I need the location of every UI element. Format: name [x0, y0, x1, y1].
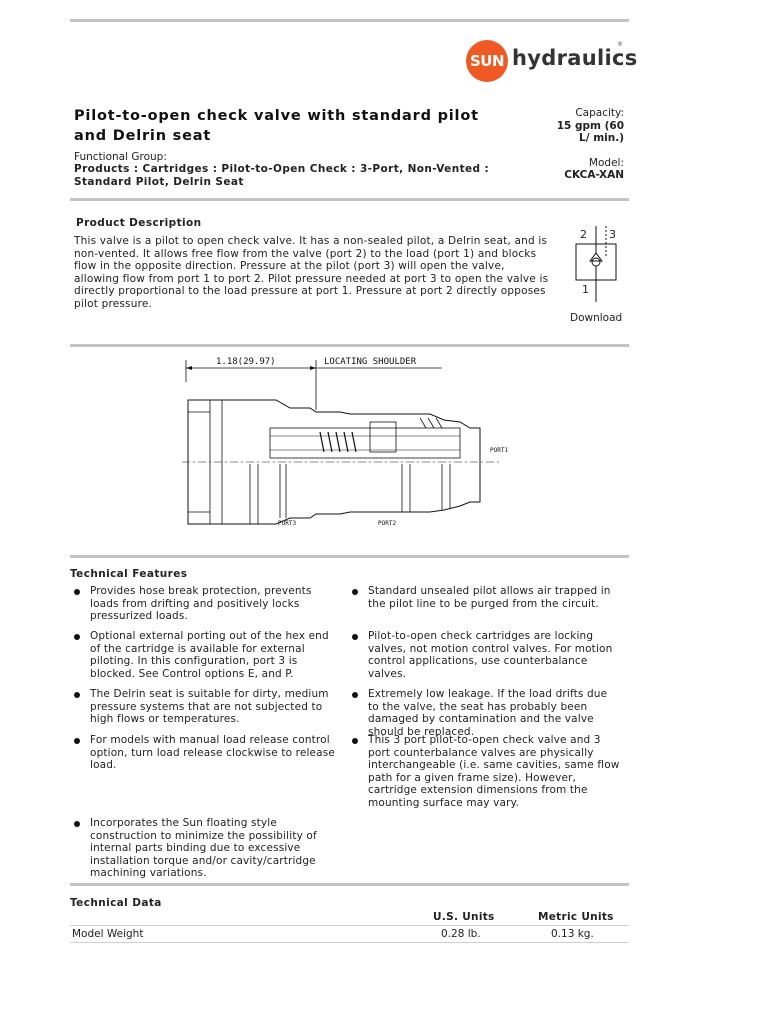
- feature-item: Optional external porting out of the hex end of the cartridge is available for external piloting. In this configuration, port 3 is blocked. See Control options E, and P.: [74, 630, 342, 680]
- sun-hydraulics-logo: [466, 38, 638, 82]
- table-rule: [70, 925, 629, 926]
- feature-item: Standard unsealed pilot allows air trapped in the pilot line to be purged from the circuit.: [352, 585, 620, 610]
- port-2-label: 2: [580, 228, 587, 241]
- capacity-label: Capacity:: [575, 107, 624, 119]
- registered-mark: ®: [617, 41, 623, 48]
- us-units-header: U.S. Units: [433, 911, 495, 923]
- bullet-icon: [352, 589, 358, 595]
- bullet-icon: [352, 738, 358, 744]
- port3-label: PORT3: [278, 520, 297, 527]
- technical-features-heading: Technical Features: [70, 568, 188, 580]
- bullet-icon: [74, 821, 80, 827]
- logo-wordmark: hydraulics: [512, 46, 638, 70]
- model-label: Model:: [588, 157, 624, 169]
- feature-item: For models with manual load release control option, turn load release clockwise to release load.: [74, 734, 342, 772]
- locating-shoulder-label: LOCATING SHOULDER: [324, 357, 417, 367]
- bullet-icon: [74, 692, 80, 698]
- product-description-heading: Product Description: [76, 217, 202, 229]
- logo-circle: SUN: [466, 40, 508, 82]
- capacity-value-line1: 15 gpm (60: [556, 120, 624, 132]
- product-description-text: This valve is a pilot to open check valve. It has a non-sealed pilot, a Delrin seat, and is non-vented. It allows free flow from the valve (port 2) to the load (port 1) and blocks flow in the opposite direction. Pressure at the pilot (port 3) will open the valve, allowing flow from port 1 to port 2. Pilot pressure needed at port 3 to open the valve is directly proportional to the load pressure at port 1. Pressure at port 2 directly opposes pilot pressure.: [74, 235, 549, 310]
- bullet-icon: [74, 589, 80, 595]
- port1-label: PORT1: [490, 447, 509, 454]
- section-rule: [70, 883, 629, 886]
- dimension-label: 1.18(29.97): [216, 357, 276, 367]
- feature-item: Provides hose break protection, prevents loads from drifting and positively locks pressurized loads.: [74, 585, 342, 623]
- capacity-value-line2: L/ min.): [579, 132, 624, 144]
- model-weight-metric: 0.13 kg.: [551, 928, 594, 940]
- feature-item: The Delrin seat is suitable for dirty, medium pressure systems that are not subjected to high flows or temperatures.: [74, 688, 342, 726]
- port2-label: PORT2: [378, 520, 397, 527]
- section-rule: [70, 555, 629, 558]
- port-1-label: 1: [582, 283, 589, 296]
- functional-group-path[interactable]: Products : Cartridges : Pilot-to-Open Check : 3-Port, Non-Vented : Standard Pilot, Delrin Seat: [74, 163, 490, 188]
- model-weight-us: 0.28 lb.: [441, 928, 481, 940]
- metric-units-header: Metric Units: [538, 911, 614, 923]
- feature-item: Extremely low leakage. If the load drifts due to the valve, the seat has probably been damaged by contamination and the valve should be replaced.: [352, 688, 620, 738]
- section-rule: [70, 198, 629, 201]
- feature-item: Incorporates the Sun floating style construction to minimize the possibility of internal parts binding due to excessive installation torque and/or cavity/cartridge machining variations.: [74, 817, 342, 880]
- model-weight-label: Model Weight: [72, 928, 144, 940]
- product-title: Pilot-to-open check valve with standard pilot and Delrin seat: [74, 108, 479, 144]
- top-rule: [70, 19, 629, 22]
- technical-data-heading: Technical Data: [70, 897, 162, 909]
- table-rule: [70, 942, 629, 943]
- port-3-label: 3: [609, 228, 616, 241]
- feature-item: This 3 port pilot-to-open check valve and 3 port counterbalance valves are physically interchangeable (i.e. same cavities, same flow path for a given frame size). However, cartridge extension dimensions from the mounting surface may vary.: [352, 734, 620, 809]
- bullet-icon: [74, 634, 80, 640]
- cartridge-drawing: [180, 352, 518, 532]
- functional-group-label: Functional Group:: [74, 151, 167, 163]
- bullet-icon: [352, 634, 358, 640]
- bullet-icon: [74, 738, 80, 744]
- section-rule: [70, 344, 629, 347]
- feature-item: Pilot-to-open check cartridges are locking valves, not motion control valves. For motion control applications, use counterbalance valves.: [352, 630, 620, 680]
- model-value: CKCA-XAN: [564, 169, 624, 181]
- bullet-icon: [352, 692, 358, 698]
- download-link[interactable]: Download: [570, 312, 623, 324]
